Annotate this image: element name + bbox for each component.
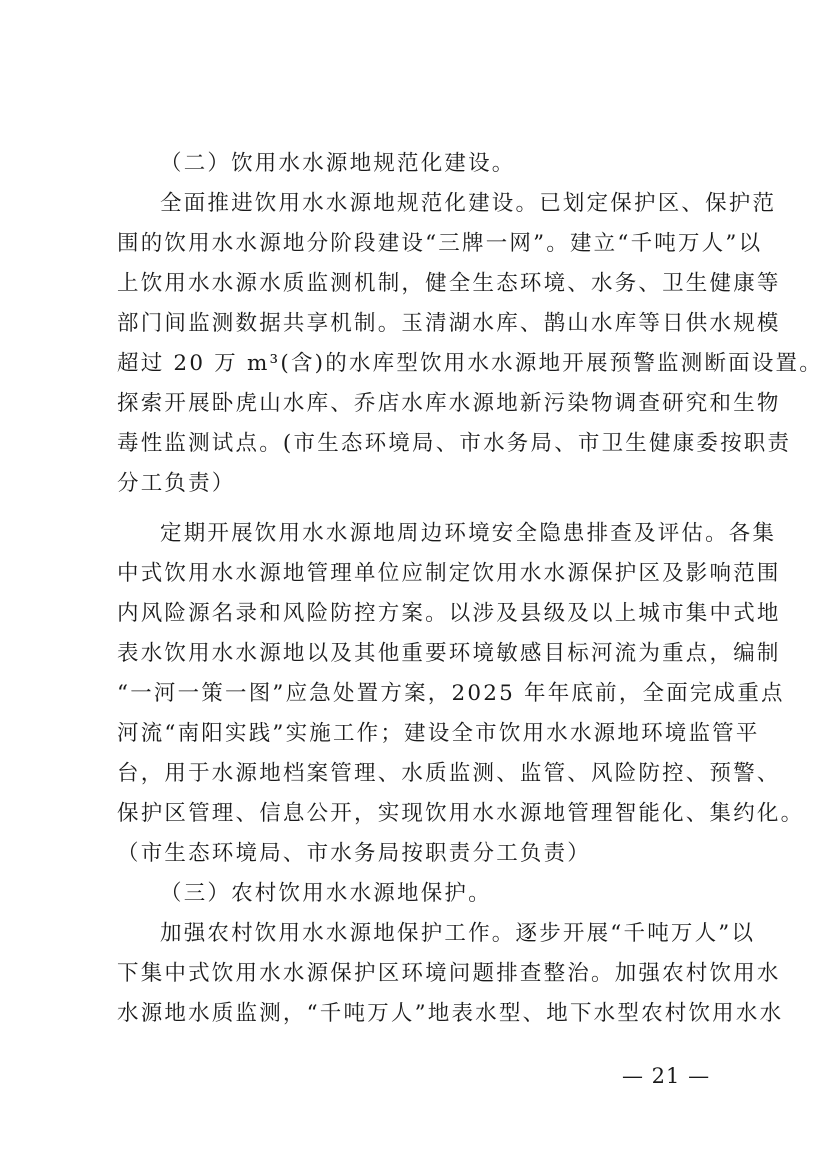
- paragraph-line: 部门间监测数据共享机制。玉清湖水库、鹊山水库等日供水规模: [117, 311, 781, 336]
- paragraph-line: 上饮用水水源水质监测机制，健全生态环境、水务、卫生健康等: [117, 271, 781, 296]
- paragraph-line: 表水饮用水水源地以及其他重要环境敏感目标河流为重点，编制: [117, 641, 781, 666]
- section-heading-2: （二）饮用水水源地规范化建设。: [160, 151, 516, 176]
- paragraph-line: 保护区管理、信息公开，实现饮用水水源地管理智能化、集约化。: [117, 801, 805, 826]
- paragraph-line: 探索开展卧虎山水库、乔店水库水源地新污染物调查研究和生物: [117, 391, 781, 416]
- paragraph-line: 中式饮用水水源地管理单位应制定饮用水水源保护区及影响范围: [117, 561, 781, 586]
- paragraph-line: 分工负责）: [117, 471, 236, 496]
- paragraph-line: 定期开展饮用水水源地周边环境安全隐患排查及评估。各集: [160, 521, 777, 546]
- paragraph-line: 围的饮用水水源地分阶段建设“三牌一网”。建立“千吨万人”以: [117, 231, 763, 256]
- paragraph-line: 下集中式饮用水水源保护区环境问题排查整治。加强农村饮用水: [117, 961, 781, 986]
- paragraph-line: 加强农村饮用水水源地保护工作。逐步开展“千吨万人”以: [160, 921, 756, 946]
- paragraph-line: 内风险源名录和风险防控方案。以涉及县级及以上城市集中式地: [117, 601, 781, 626]
- paragraph-line: 河流“南阳实践”实施工作；建设全市饮用水水源地环境监管平: [117, 721, 760, 746]
- page-number: — 21 —: [622, 1064, 711, 1088]
- paragraph-line: 全面推进饮用水水源地规范化建设。已划定保护区、保护范: [160, 191, 777, 216]
- paragraph-line: 台，用于水源地档案管理、水质监测、监管、风险防控、预警、: [117, 761, 781, 786]
- section-heading-3: （三）农村饮用水水源地保护。: [160, 881, 492, 906]
- paragraph-line: 超过 20 万 m³(含)的水库型饮用水水源地开展预警监测断面设置。: [117, 351, 823, 376]
- paragraph-line: “一河一策一图”应急处置方案，2025 年年底前，全面完成重点: [117, 681, 785, 706]
- paragraph-line: 水源地水质监测，“千吨万人”地表水型、地下水型农村饮用水水: [117, 1001, 784, 1026]
- paragraph-line: 毒性监测试点。(市生态环境局、市水务局、市卫生健康委按职责: [117, 431, 792, 456]
- paragraph-line: （市生态环境局、市水务局按职责分工负责）: [117, 841, 592, 866]
